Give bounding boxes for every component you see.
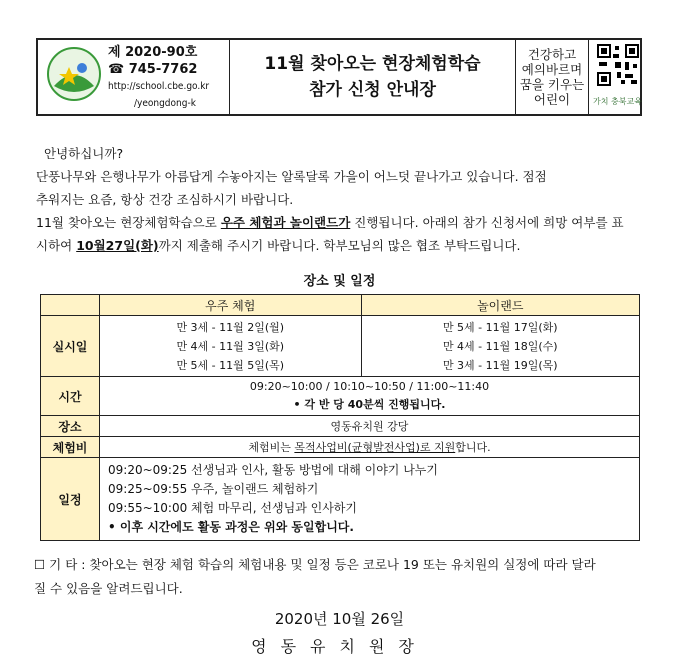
school-url-path: /yeongdong-k [134,98,196,109]
phone-number: ☎ 745-7762 [108,62,198,77]
row-label-fee: 체험비 [41,437,100,458]
space-date: 만 4세 - 11월 3일(화) [176,339,285,353]
other-note [34,553,644,601]
table-corner-cell [41,295,100,316]
body-line-1: 단풍나무와 은행나무가 아름답게 수놓아지는 알록달록 가을이 어느덧 끝나가고 있습니다. 점점 [36,169,547,184]
land-date: 만 4세 - 11월 18일(수) [442,339,558,353]
motto-line: 예의바르며 [521,62,583,77]
school-logo [46,46,102,106]
time-slots: 09:20~10:00 / 10:10~10:50 / 11:00~11:40 [249,380,490,393]
table-row [41,458,640,541]
title-line-2: 참가 신청 안내장 [309,80,436,100]
motto-line: 어린이 [533,92,571,107]
place-cell: 영동유치원 강당 [100,416,640,437]
program-highlight: 우주 체험과 놀이랜드가 [220,215,351,230]
motto-line: 건강하고 [527,47,577,62]
space-date: 만 5세 - 11월 5일(목) [176,358,285,372]
qr-caption: 가치 충북교육 [593,97,642,106]
land-dates-cell [361,316,639,377]
body-line-4 [36,236,520,254]
motto-line: 꿈을 키우는 [519,77,585,92]
body-line-2: 추워지는 요즘, 항상 건강 조심하시기 바랍니다. [36,192,294,207]
table-header-row [41,295,640,316]
note-line-2: 질 수 있음을 알려드립니다. [34,581,183,596]
document-title [230,40,516,114]
qr-code-icon[interactable] [597,44,639,86]
principal-signature: 영동유치원장 [251,637,428,656]
table-row [41,437,640,458]
schedule-item: 09:25~09:55 우주, 놀이랜드 체험하기 [108,482,319,496]
table-row [41,377,640,416]
row-label-time: 시간 [41,377,100,416]
schedule-table [40,294,640,541]
row-label-schedule: 일정 [41,458,100,541]
body-line-4-start: 시하여 [36,238,77,253]
note-line-1: ☐ 기 타 : 찾아오는 현장 체험 학습의 체험내용 및 일정 등은 코로나 19 또는 유치원의 실정에 따라 달라 [34,557,596,572]
schedule-item: 09:20~09:25 선생님과 인사, 활동 방법에 대해 이야기 나누기 [108,463,438,477]
row-label-place: 장소 [41,416,100,437]
column-header-space: 우주 체험 [100,295,362,316]
schedule-item: 09:55~10:00 체험 마무리, 선생님과 인사하기 [108,501,357,515]
body-line-3 [36,213,624,231]
table-row [41,416,640,437]
fee-funding: 목적사업비(균형발전사업)로 지원 [294,441,456,454]
body-line-4-end: 까지 제출해 주시기 바랍니다. 학부모님의 많은 협조 부탁드립니다. [158,238,521,253]
document-number: 제 2020-90호 [108,45,198,60]
space-date: 만 3세 - 11월 2일(월) [176,320,285,334]
school-motto [516,40,589,114]
land-date: 만 3세 - 11월 19일(목) [442,358,558,372]
table-row [41,316,640,377]
letter-header [36,38,642,116]
row-label-dates: 실시일 [41,316,100,377]
schedule-note: • 이후 시간에도 활동 과정은 위와 동일합니다. [108,520,354,534]
school-url: http://school.cbe.go.kr [108,81,210,92]
body-line-3-start: 11월 찾아오는 현장체험학습으로 [36,215,221,230]
time-note: • 각 반 당 40분씩 진행됩니다. [293,398,446,411]
title-line-1: 11월 찾아오는 현장체험학습 [264,54,481,74]
body-line-3-end: 진행됩니다. 아래의 참가 신청서에 희망 여부를 표 [350,215,624,230]
space-dates-cell [100,316,362,377]
school-info-box [38,40,230,114]
time-cell [100,377,640,416]
fee-text-end: 합니다. [455,441,491,454]
fee-cell [100,437,640,458]
land-date: 만 5세 - 11월 17일(화) [442,320,558,334]
qr-box [589,40,640,114]
schedule-cell [100,458,640,541]
issue-date: 2020년 10월 26일 [274,610,405,628]
deadline-highlight: 10월27일(화) [76,238,159,253]
fee-text-start: 체험비는 [248,441,295,454]
section-title: 장소 및 일정 [303,274,376,289]
greeting: 안녕하십니까? [44,146,124,161]
column-header-land: 놀이랜드 [361,295,639,316]
